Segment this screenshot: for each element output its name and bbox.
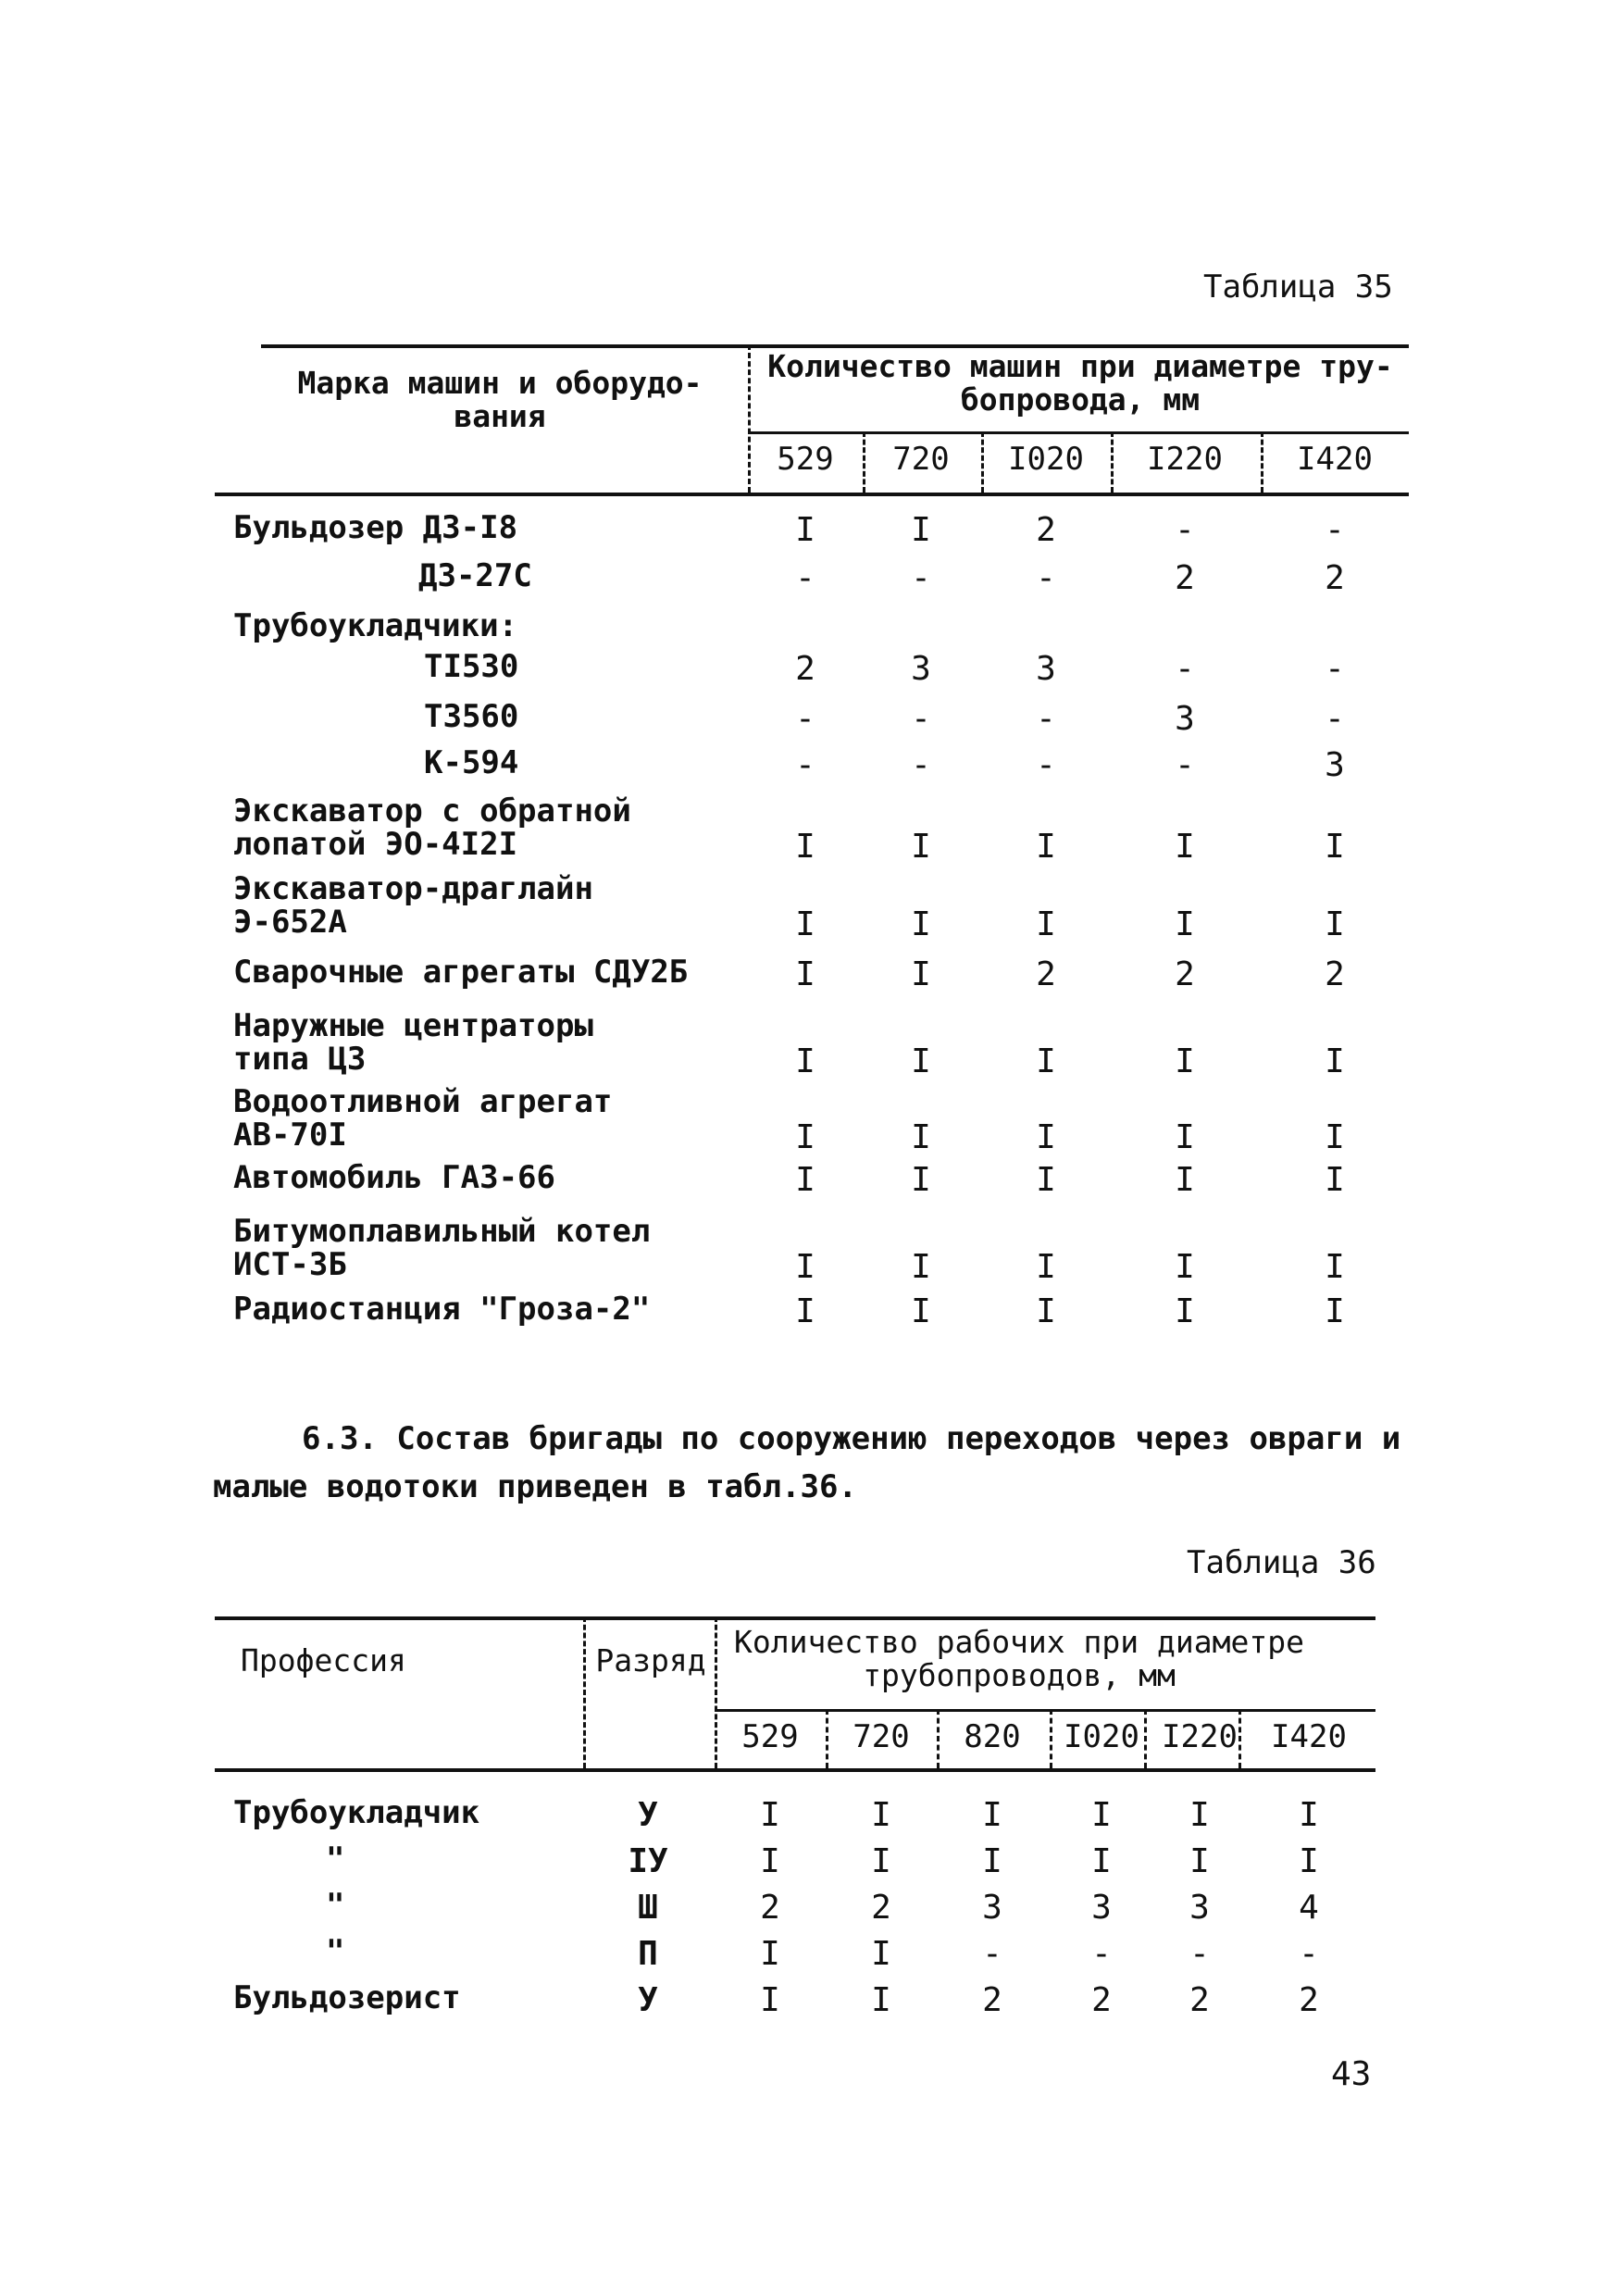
table-cell: 2	[795, 650, 815, 688]
label-line: Экскаватор-драглайн	[233, 870, 593, 907]
table-36-header-profession: Профессия	[241, 1642, 406, 1678]
table-row-label	[233, 609, 517, 643]
diameter-header: I420	[1297, 441, 1373, 478]
table-cell: I	[795, 511, 815, 549]
table-35-header-bottom-rule	[215, 493, 1409, 496]
table-cell: I	[1175, 905, 1195, 943]
table-cell: I	[911, 1292, 931, 1330]
table-36-subheader-rule	[715, 1709, 1375, 1712]
paragraph-line: малые водотоки приведен в табл.36.	[213, 1468, 857, 1505]
table-cell: I	[1175, 1248, 1195, 1286]
table-row-label	[233, 511, 517, 544]
table-row-label	[233, 1085, 612, 1152]
label-line: Наружные центраторы	[233, 1007, 593, 1044]
label-line: АВ-70I	[233, 1117, 347, 1154]
table-row-label	[233, 1009, 593, 1076]
table-cell: -	[911, 700, 931, 738]
header-group-line: Количество рабочих при диаметре	[734, 1624, 1304, 1660]
table-cell: I	[911, 1248, 931, 1286]
table-cell: I	[1325, 1118, 1345, 1156]
label-line: ТI530	[424, 648, 519, 685]
profession-cell: "	[326, 1933, 345, 1970]
label-line: Автомобиль ГАЗ-66	[233, 1159, 555, 1196]
table-cell: I	[1036, 828, 1056, 866]
table-cell: I	[1325, 1248, 1345, 1286]
table-cell: I	[911, 1042, 931, 1080]
table-cell: 2	[1036, 511, 1056, 549]
table-36-col-divider	[937, 1709, 940, 1768]
table-cell: 3	[1036, 650, 1056, 688]
diameter-header: 820	[964, 1718, 1021, 1755]
table-35-col-divider	[981, 431, 984, 493]
table-cell: I	[760, 1842, 780, 1880]
table-35-col-divider	[748, 344, 751, 493]
table-cell: I	[795, 828, 815, 866]
table-cell: -	[1175, 511, 1195, 549]
table-cell: I	[1036, 1292, 1056, 1330]
header-left-line: вания	[454, 398, 546, 434]
diameter-header: 529	[741, 1718, 799, 1755]
table-cell: I	[911, 828, 931, 866]
table-cell: -	[1189, 1935, 1210, 1973]
label-line: Экскаватор с обратной	[233, 792, 631, 830]
paragraph-6-3	[213, 1415, 1416, 1511]
table-cell: I	[760, 1981, 780, 2019]
label-line: Э-652А	[233, 904, 347, 941]
diameter-header: I020	[1008, 441, 1084, 478]
label-line: Битумоплавильный котел	[233, 1213, 651, 1250]
table-row-label	[424, 650, 518, 683]
header-left-line: Марка машин и оборудо-	[297, 365, 703, 401]
table-35-caption: Таблица 35	[1203, 268, 1393, 306]
table-row-label	[233, 794, 631, 861]
table-cell: 2	[1175, 955, 1195, 993]
table-cell: I	[1175, 1042, 1195, 1080]
label-line: Бульдозер ДЗ-I8	[233, 509, 518, 546]
table-cell: I	[795, 1292, 815, 1330]
table-36-header-group	[718, 1626, 1320, 1692]
table-cell: -	[911, 559, 931, 597]
table-cell: 3	[1325, 746, 1345, 784]
label-line: Трубоукладчики:	[233, 607, 518, 644]
table-cell: 2	[1325, 559, 1345, 597]
table-cell: 2	[1189, 1981, 1210, 2019]
header-group-line: Количество машин при диаметре тру-	[767, 348, 1393, 384]
table-cell: 3	[982, 1889, 1002, 1927]
label-line: типа ЦЗ	[233, 1041, 367, 1078]
table-row-label	[418, 559, 532, 593]
table-cell: I	[1189, 1796, 1210, 1834]
table-35-subheader-rule	[748, 431, 1409, 434]
table-cell: I	[1036, 1248, 1056, 1286]
table-cell: I	[1325, 828, 1345, 866]
table-cell: -	[982, 1935, 1002, 1973]
table-36-top-rule	[215, 1616, 1375, 1620]
table-cell: 3	[1091, 1889, 1112, 1927]
table-cell: I	[911, 1161, 931, 1199]
table-cell: I	[1175, 1292, 1195, 1330]
label-line: ДЗ-27С	[418, 557, 532, 594]
table-cell: -	[1175, 746, 1195, 784]
table-cell: I	[1175, 828, 1195, 866]
table-cell: I	[1175, 1161, 1195, 1199]
table-cell: I	[1325, 1292, 1345, 1330]
table-cell: I	[795, 955, 815, 993]
table-row-label	[233, 1161, 555, 1194]
table-cell: I	[911, 955, 931, 993]
diameter-header: I220	[1147, 441, 1223, 478]
table-cell: -	[1036, 746, 1056, 784]
diameter-header: 720	[853, 1718, 910, 1755]
table-row-label	[233, 1292, 650, 1326]
table-cell: I	[1091, 1842, 1112, 1880]
grade-cell: У	[638, 1796, 658, 1834]
table-row-label	[233, 955, 688, 989]
table-36-header-grade: Разряд	[595, 1642, 706, 1678]
diameter-header: 720	[892, 441, 950, 478]
table-35-header-left	[278, 367, 722, 433]
header-group-line: бопровода, мм	[960, 381, 1201, 418]
table-cell: I	[1036, 1118, 1056, 1156]
diameter-header: 529	[777, 441, 834, 478]
table-cell: I	[911, 511, 931, 549]
label-line: Т3560	[424, 698, 519, 735]
diameter-header: I020	[1064, 1718, 1139, 1755]
profession-cell: "	[326, 1841, 345, 1878]
table-cell: I	[982, 1796, 1002, 1834]
table-cell: 2	[1036, 955, 1056, 993]
table-cell: 3	[1189, 1889, 1210, 1927]
table-cell: I	[871, 1842, 891, 1880]
table-cell: -	[795, 700, 815, 738]
label-line: К-594	[424, 744, 519, 781]
table-cell: I	[982, 1842, 1002, 1880]
table-cell: I	[795, 1248, 815, 1286]
table-36-header-bottom-rule	[215, 1768, 1375, 1772]
table-cell: -	[1091, 1935, 1112, 1973]
table-cell: I	[1325, 1042, 1345, 1080]
header-group-line: трубопроводов, мм	[863, 1657, 1176, 1693]
grade-cell: П	[638, 1935, 658, 1973]
table-cell: I	[871, 1981, 891, 2019]
table-36-col-divider	[583, 1616, 586, 1768]
table-cell: I	[1299, 1796, 1319, 1834]
profession-cell: Трубоукладчик	[233, 1794, 480, 1831]
table-cell: -	[1036, 559, 1056, 597]
table-cell: I	[795, 905, 815, 943]
table-cell: I	[871, 1935, 891, 1973]
table-cell: -	[795, 746, 815, 784]
table-cell: -	[1325, 700, 1345, 738]
page-number: 43	[1331, 2055, 1372, 2093]
table-row-label	[424, 746, 518, 780]
table-cell: I	[911, 1118, 931, 1156]
table-cell: I	[871, 1796, 891, 1834]
table-cell: 2	[1175, 559, 1195, 597]
table-36-col-divider	[715, 1616, 717, 1768]
table-cell: -	[911, 746, 931, 784]
label-line: Водоотливной агрегат	[233, 1083, 613, 1120]
label-line: лопатой ЭО-4I2I	[233, 826, 518, 863]
table-row-label	[424, 700, 518, 733]
table-cell: -	[1325, 511, 1345, 549]
table-cell: -	[1325, 650, 1345, 688]
table-cell: 2	[1091, 1981, 1112, 2019]
table-cell: 2	[1325, 955, 1345, 993]
table-cell: I	[795, 1042, 815, 1080]
table-cell: I	[1036, 905, 1056, 943]
table-cell: 2	[871, 1889, 891, 1927]
diameter-header: I220	[1162, 1718, 1238, 1755]
table-cell: I	[1299, 1842, 1319, 1880]
grade-cell: IУ	[628, 1842, 668, 1880]
table-35-col-divider	[1261, 431, 1263, 493]
table-cell: I	[1189, 1842, 1210, 1880]
table-row-label	[233, 1215, 650, 1281]
table-cell: 3	[911, 650, 931, 688]
grade-cell: У	[638, 1981, 658, 2019]
diameter-header: I420	[1271, 1718, 1347, 1755]
table-cell: I	[760, 1935, 780, 1973]
table-cell: I	[1325, 1161, 1345, 1199]
table-row-label	[233, 872, 593, 939]
table-cell: I	[760, 1796, 780, 1834]
table-cell: 2	[982, 1981, 1002, 2019]
table-cell: I	[1036, 1161, 1056, 1199]
label-line: Радиостанция "Гроза-2"	[233, 1291, 651, 1328]
table-cell: I	[1325, 905, 1345, 943]
label-line: ИСТ-3Б	[233, 1246, 347, 1283]
table-cell: 2	[760, 1889, 780, 1927]
profession-cell: Бульдозерист	[233, 1979, 461, 2016]
grade-cell: Ш	[638, 1889, 658, 1927]
table-35-header-group	[752, 350, 1409, 417]
table-35-col-divider	[863, 431, 865, 493]
table-cell: -	[1299, 1935, 1319, 1973]
label-line: Сварочные агрегаты СДУ2Б	[233, 954, 689, 991]
table-cell: -	[1036, 700, 1056, 738]
table-cell: -	[795, 559, 815, 597]
table-cell: I	[1175, 1118, 1195, 1156]
table-cell: 3	[1175, 700, 1195, 738]
table-cell: -	[1175, 650, 1195, 688]
table-cell: 4	[1299, 1889, 1319, 1927]
table-cell: I	[1091, 1796, 1112, 1834]
paragraph-line: 6.3. Состав бригады по сооружению переходов через овраги и	[302, 1420, 1401, 1457]
table-cell: I	[911, 905, 931, 943]
table-cell: 2	[1299, 1981, 1319, 2019]
profession-cell: "	[326, 1887, 345, 1924]
table-cell: I	[1036, 1042, 1056, 1080]
table-cell: I	[795, 1118, 815, 1156]
table-36-caption: Таблица 36	[1187, 1544, 1376, 1581]
table-cell: I	[795, 1161, 815, 1199]
table-35-col-divider	[1111, 431, 1114, 493]
table-36-col-divider	[826, 1709, 828, 1768]
